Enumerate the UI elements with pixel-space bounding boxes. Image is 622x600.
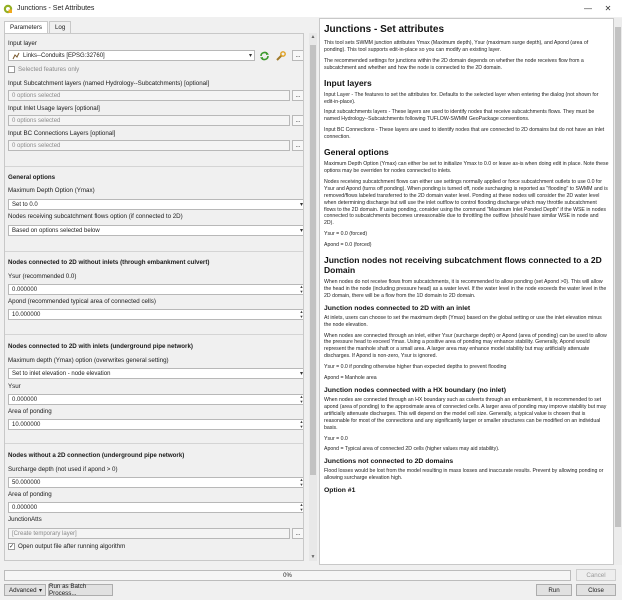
help-general-p3: Ysur = 0.0 (forced) — [324, 231, 368, 238]
help-not-receiving-heading: Junction nodes not receiving subcatchment flows connected to a 2D Domain — [324, 255, 602, 276]
help-hx-p2: Ysur = 0.0 — [324, 435, 348, 442]
close-window-button[interactable]: ✕ — [604, 3, 612, 13]
spin-arrows-icon[interactable]: ▲ ▼ — [299, 502, 304, 512]
help-general-p4: Apond = 0.0 (forced) — [324, 242, 372, 249]
inlet-ysur-spinbox[interactable] — [8, 394, 304, 405]
qgis-logo-icon — [3, 4, 13, 14]
input-layer-value: Links--Conduits [EPSG:32760] — [23, 52, 105, 59]
help-intro: This tool sets SWMM junction attributes Ymax (Maximum depth), Ysur (maximum surge depth), and Apond (area of ponding). This tool supports edit-in-place so you can modify an existing layer. — [324, 40, 589, 53]
help-not2d-heading: Junctions not connected to 2D domains — [324, 458, 454, 466]
open-output-checkbox[interactable] — [8, 543, 125, 550]
checkbox-box — [8, 66, 15, 73]
spin-arrows-icon[interactable]: ▲ ▼ — [299, 394, 304, 404]
scrollbar-thumb[interactable] — [310, 45, 316, 475]
inlet-usage-label: Input Inlet Usage layers [optional] — [8, 105, 100, 112]
receiving-option-value: Based on options selected below — [12, 227, 100, 234]
selected-only-checkbox[interactable] — [8, 66, 79, 73]
browse-input-button[interactable]: ... — [292, 50, 304, 61]
section-divider — [5, 443, 304, 444]
bc-connections-multiselect[interactable]: 0 options selected — [8, 140, 290, 151]
help-general-p2: Nodes receiving subcatchment flows can either use settings normally applied or force subcatchment outlets to use 0.0 for Ysur and Apond (turns off ponding). When ponding is turned off, node surcharging is reported as "flooding" to SWMM and is removed/flows labeled transferred to the 2D domain water level. Ponding at these nodes will consider the 2D water level when determining discharge but will use the inlet outflow to control flooding discharge which may throttle subcatchment flows to the 2D domain. If using ponding, consider using the command "Maximum Inlet Ponded Depth" if the WSE in nodes connected to subcatchments becomes unreasonable due to throttling the outflow (should have similar WSE in node and 2D). — [324, 178, 608, 227]
chevron-down-icon: ▾ — [299, 228, 303, 234]
help-input-p1: Input Layer - The features to set the attributes for. Defaults to the selected layer when entering the dialog (not shown for edit-in-place). — [324, 91, 599, 105]
open-output-label: Open output file after running algorithm — [18, 543, 126, 550]
input-layer-label: Input layer — [8, 40, 37, 47]
minimize-button[interactable]: — — [584, 3, 592, 13]
inlet-pond-spinbox[interactable] — [8, 419, 304, 430]
help-general-heading: General options — [324, 147, 389, 158]
inlet-ysur-value: 0.000000 — [12, 396, 38, 403]
help-input-heading: Input layers — [324, 77, 372, 88]
output-browse-button[interactable]: ... — [292, 528, 304, 539]
apond-label: Apond (recommended typical area of connected cells) — [8, 298, 156, 305]
tab-log[interactable]: Log — [49, 21, 71, 33]
inlet-pond-label: Area of ponding — [8, 408, 52, 415]
title-bar — [0, 0, 622, 17]
section-divider — [5, 166, 304, 167]
help-hx-p3: Apond = Typical area of connected 2D cells (higher values may aid stability). — [324, 446, 500, 453]
chevron-down-icon: ▾ — [38, 587, 42, 594]
help-inlet-p1: At inlets, users can choose to set the maximum depth (Ymax) based on the global setting or use the inlet elevation minus the node elevation. — [324, 314, 602, 328]
subcatchment-label: Input Subcatchment layers (named Hydrology--Subcatchments) [optional] — [8, 80, 210, 87]
iterate-icon[interactable] — [258, 50, 270, 61]
apond-value: 10.000000 — [12, 311, 41, 318]
tab-bar — [4, 21, 72, 33]
spin-arrows-icon[interactable]: ▲ ▼ — [299, 284, 304, 294]
progress-text: 0% — [283, 572, 292, 579]
help-inlet-p3: Ysur = 0.0 if ponding otherwise higher than expected depths to prevent flooding — [324, 364, 507, 371]
inlet-usage-multiselect[interactable]: 0 options selected — [8, 115, 290, 126]
no-2d-heading: Nodes without a 2D connection (underground pipe network) — [8, 452, 185, 459]
parameters-panel — [4, 33, 304, 561]
inlet-usage-browse-button[interactable]: ... — [292, 115, 304, 126]
bc-connections-label: Input BC Connections Layers [optional] — [8, 130, 116, 137]
general-options-heading: General options — [8, 174, 56, 181]
help-inlet-p4: Apond = Manhole area — [324, 375, 377, 382]
ysur-label: Ysur (recommended 0.0) — [8, 273, 77, 280]
help-hx-p1: When nodes are connected through an HX boundary such as culverts through an embankment, it is recommended to set apond (area of ponding) to the approximate area of connected cells. A larger area of ponding may improve stability but may artificially attenuate discharges. This will depend on the model cell size. Generally, a typical value is chosen that is reasonable for most of the connections and any significantly larger or smaller structures can be modified on an individual basis. — [324, 397, 607, 431]
no2d-pond-label: Area of ponding — [8, 491, 52, 498]
help-inlet-p2: When nodes are connected through an inlet, either Ysur (surcharge depth) or Apond (area of ponding) can be used to allow the pressure head to exceed Ymax. Using a positive area of ponding may enhance stability. Generally, Apond would represent the manhole shaft or a small area. A larger area may enhance model stability but may artificially attenuate discharges. If Apond is non-zero, Ysur is ignored. — [324, 332, 607, 360]
help-general-p1: Maximum Depth Option (Ymax) can either be set to initialize Ymax to 0.0 or leave as-is when doing edit in place. Note these options may be overriden for nodes connected to inlets. — [324, 161, 609, 174]
progress-bar — [4, 570, 571, 581]
inlet-max-depth-label: Maximum depth (Ymax) option (overwrites general setting) — [8, 357, 169, 364]
section-divider — [5, 251, 304, 252]
junction-atts-label: JunctionAtts — [8, 516, 42, 523]
apond-spinbox[interactable] — [8, 309, 304, 320]
chevron-down-icon: ▾ — [248, 53, 252, 59]
advanced-settings-wrench-icon[interactable] — [274, 50, 286, 61]
no2d-pond-value: 0.000000 — [12, 504, 38, 511]
advanced-label: Advanced — [9, 586, 37, 594]
help-option-label: Option #1 — [324, 487, 356, 495]
chevron-down-icon: ▾ — [299, 202, 303, 208]
advanced-dropdown-button[interactable] — [4, 584, 46, 596]
scroll-down-icon[interactable]: ▼ — [310, 554, 316, 560]
surcharge-label: Surcharge depth (not used if apond > 0) — [8, 466, 118, 473]
selected-only-label: Selected features only — [18, 66, 80, 73]
scrollbar-thumb[interactable] — [615, 27, 621, 527]
help-scrollbar[interactable] — [614, 18, 622, 565]
spin-arrows-icon[interactable]: ▲ ▼ — [299, 309, 304, 319]
subcatchment-browse-button[interactable]: ... — [292, 90, 304, 101]
max-depth-option-select[interactable] — [8, 199, 304, 210]
max-depth-option-value: Set to 0.0 — [12, 201, 38, 208]
help-inlet-heading: Junction nodes connected to 2D with an inlet — [324, 304, 471, 312]
line-layer-icon — [12, 52, 20, 60]
spin-arrows-icon[interactable]: ▲ ▼ — [299, 419, 304, 429]
parameters-scrollbar[interactable] — [309, 33, 317, 561]
section-divider — [5, 334, 304, 335]
cancel-button[interactable]: Cancel — [576, 569, 616, 581]
inlet-pond-value: 10.000000 — [12, 421, 41, 428]
surcharge-spinbox[interactable] — [8, 477, 304, 488]
inlet-ysur-label: Ysur — [8, 383, 21, 390]
output-layer-field[interactable]: [Create temporary layer] — [8, 528, 290, 539]
help-intro-2: The recommended settings for junctions within the 2D domain depends on whether the node receives flow from a subcatchment and whether and how the node is connected to the 2D domain. — [324, 57, 584, 71]
window-title: Junctions - Set Attributes — [17, 5, 95, 12]
help-not2d-p1: Flood losses would be lost from the model resulting in mass losses and inaccurate results. Prevent by allowing ponding or allowing surcharge elevation high. — [324, 468, 604, 482]
close-button[interactable]: Close — [576, 584, 616, 596]
batch-process-button[interactable]: Run as Batch Process... — [48, 584, 113, 596]
surcharge-value: 50.000000 — [12, 479, 41, 486]
help-input-p2: Input subcatchments layers - These layers are used to identify nodes that receive subcatchments flows. They must be named Hydrology--Subcatchments following TUFLOW-SWMM GeoPackage conventions. — [324, 109, 595, 123]
receiving-option-label: Nodes receiving subcatchment flows option (if connected to 2D) — [8, 213, 183, 220]
ysur-spinbox[interactable] — [8, 284, 304, 295]
spin-arrows-icon[interactable]: ▲ ▼ — [299, 477, 304, 487]
bc-connections-browse-button[interactable]: ... — [292, 140, 304, 151]
inlet-max-depth-select[interactable] — [8, 368, 304, 379]
checkbox-checked-icon: ✓ — [8, 543, 15, 550]
max-depth-option-label: Maximum Depth Option (Ymax) — [8, 187, 95, 194]
help-not-receiving-p1: When nodes do not receive flows from subcatchments, it is recommended to allow ponding (set Apond >0). This will allow the head in the node (including pressure head) as a water level. If the water level in the node exceeds the water level in the 2D domain, there will be a flow from the 1D domain to 2D domain. — [324, 279, 607, 299]
no2d-pond-spinbox[interactable] — [8, 502, 304, 513]
tab-parameters[interactable]: Parameters — [4, 21, 48, 33]
help-input-p3: Input BC Connections - These layers are used to identify nodes that are connected to 2D domains but do not have an inlet connection. — [324, 127, 605, 141]
ysur-value: 0.000000 — [12, 286, 38, 293]
input-layer-select[interactable] — [8, 50, 255, 61]
inlet-max-depth-value: Set to inlet elevation - node elevation — [12, 370, 111, 377]
help-title: Junctions - Set attributes — [324, 24, 445, 35]
help-hx-heading: Junction nodes connected with a HX boundary (no inlet) — [324, 387, 507, 394]
scroll-up-icon[interactable]: ▲ — [310, 34, 316, 40]
with-inlet-heading: Nodes connected to 2D with inlets (underground pipe network) — [8, 343, 193, 350]
subcatchment-multiselect[interactable]: 0 options selected — [8, 90, 290, 101]
run-button[interactable]: Run — [536, 584, 572, 596]
no-inlet-heading: Nodes connected to 2D without inlets (through embankment culvert) — [8, 259, 210, 266]
chevron-down-icon: ▾ — [299, 371, 303, 377]
help-panel — [319, 18, 614, 565]
receiving-option-select[interactable] — [8, 225, 304, 236]
